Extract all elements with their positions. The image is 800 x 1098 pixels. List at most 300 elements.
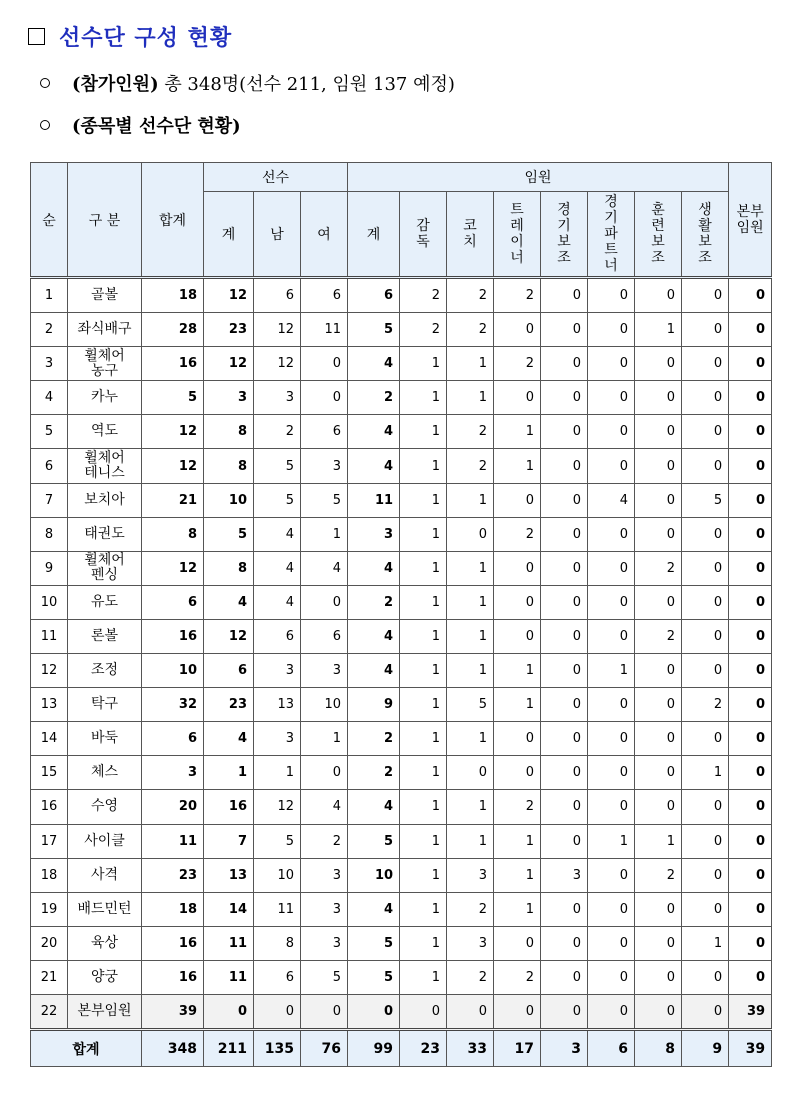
cell-category: 탁구 [68,688,142,722]
cell-category: 유도 [68,585,142,619]
cell-athletes-female: 3 [301,654,348,688]
cell-total: 28 [142,313,204,347]
cell-training-assist: 2 [635,619,682,653]
header-officials-total: 계 [348,192,400,278]
cell-athletes-male: 4 [254,551,301,585]
cell-director: 1 [400,688,447,722]
cell-category: 수영 [68,790,142,824]
table-row [31,381,772,415]
cell-trainer: 1 [494,688,541,722]
cell-category: 배드민턴 [68,892,142,926]
cell-officials-total: 2 [348,381,400,415]
cell-athletes-female: 10 [301,688,348,722]
cell-officials-total: 2 [348,585,400,619]
cell-game-partner: 0 [588,688,635,722]
cell-game-assist: 0 [541,688,588,722]
table-row [31,722,772,756]
cell-director: 1 [400,483,447,517]
cell-training-assist: 2 [635,858,682,892]
cell-total: 32 [142,688,204,722]
cell-life-assist: 2 [682,688,729,722]
cell-officials-total: 5 [348,960,400,994]
total-cell-game-partner: 6 [588,1030,635,1067]
cell-game-partner: 0 [588,994,635,1029]
cell-game-partner: 0 [588,278,635,313]
cell-total: 12 [142,551,204,585]
cell-life-assist: 0 [682,381,729,415]
cell-athletes-female: 0 [301,585,348,619]
table-row [31,449,772,483]
cell-training-assist: 0 [635,790,682,824]
cell-total: 16 [142,619,204,653]
cell-seq: 18 [31,858,68,892]
sport-status-heading [40,110,241,140]
cell-hq-officials: 0 [729,892,772,926]
cell-seq: 12 [31,654,68,688]
cell-officials-total: 4 [348,619,400,653]
checkbox-square-icon [28,28,45,45]
cell-life-assist: 0 [682,415,729,449]
cell-game-assist: 0 [541,381,588,415]
total-cell-officials-total: 99 [348,1030,400,1067]
cell-seq: 20 [31,926,68,960]
cell-training-assist: 0 [635,688,682,722]
cell-training-assist: 0 [635,517,682,551]
cell-trainer: 1 [494,858,541,892]
cell-seq: 13 [31,688,68,722]
cell-trainer: 2 [494,517,541,551]
cell-athletes-total: 10 [204,483,254,517]
cell-athletes-total: 7 [204,824,254,858]
total-cell-athletes-male: 135 [254,1030,301,1067]
cell-coach: 1 [447,824,494,858]
cell-seq: 19 [31,892,68,926]
cell-athletes-total: 16 [204,790,254,824]
cell-athletes-total: 8 [204,551,254,585]
cell-category: 좌식배구 [68,313,142,347]
cell-trainer: 2 [494,790,541,824]
cell-game-partner: 0 [588,381,635,415]
cell-life-assist: 0 [682,449,729,483]
header-game-assist: 경 기 보 조 [541,192,588,278]
cell-athletes-total: 8 [204,415,254,449]
cell-athletes-female: 3 [301,892,348,926]
cell-seq: 5 [31,415,68,449]
cell-director: 2 [400,278,447,313]
table-row [31,756,772,790]
cell-category: 본부임원 [68,994,142,1029]
cell-total: 20 [142,790,204,824]
cell-game-partner: 0 [588,517,635,551]
cell-athletes-female: 3 [301,858,348,892]
cell-athletes-female: 0 [301,756,348,790]
cell-total: 3 [142,756,204,790]
cell-trainer: 0 [494,381,541,415]
cell-game-assist: 0 [541,654,588,688]
participant-summary [40,68,455,98]
cell-coach: 1 [447,483,494,517]
cell-seq: 11 [31,619,68,653]
header-category: 구 분 [68,163,142,278]
cell-total: 18 [142,278,204,313]
cell-athletes-male: 0 [254,994,301,1029]
cell-game-assist: 0 [541,347,588,381]
cell-game-assist: 0 [541,926,588,960]
cell-category: 양궁 [68,960,142,994]
circle-bullet-icon [40,78,50,88]
total-cell-director: 23 [400,1030,447,1067]
cell-game-partner: 0 [588,926,635,960]
section-title [28,18,232,54]
header-training-assist: 훈 련 보 조 [635,192,682,278]
cell-coach: 0 [447,994,494,1029]
header-athletes: 선수 [204,163,348,192]
cell-athletes-total: 6 [204,654,254,688]
total-cell-game-assist: 3 [541,1030,588,1067]
cell-seq: 22 [31,994,68,1029]
cell-coach: 1 [447,722,494,756]
cell-seq: 10 [31,585,68,619]
cell-category: 골볼 [68,278,142,313]
cell-athletes-total: 12 [204,619,254,653]
cell-life-assist: 0 [682,313,729,347]
cell-athletes-female: 1 [301,517,348,551]
cell-game-partner: 0 [588,756,635,790]
cell-officials-total: 9 [348,688,400,722]
cell-hq-officials: 0 [729,551,772,585]
cell-director: 1 [400,756,447,790]
cell-total: 16 [142,926,204,960]
cell-athletes-female: 1 [301,722,348,756]
cell-officials-total: 4 [348,892,400,926]
cell-athletes-female: 6 [301,415,348,449]
cell-category: 휠체어 펜싱 [68,551,142,585]
cell-officials-total: 4 [348,415,400,449]
cell-athletes-male: 5 [254,449,301,483]
cell-hq-officials: 0 [729,585,772,619]
cell-seq: 1 [31,278,68,313]
cell-athletes-male: 12 [254,790,301,824]
header-officials: 임원 [348,163,729,192]
cell-athletes-male: 4 [254,517,301,551]
cell-trainer: 0 [494,756,541,790]
cell-officials-total: 2 [348,722,400,756]
cell-life-assist: 0 [682,551,729,585]
cell-hq-officials: 0 [729,347,772,381]
header-athletes-total: 계 [204,192,254,278]
table-row [31,551,772,585]
cell-coach: 1 [447,551,494,585]
cell-training-assist: 0 [635,483,682,517]
cell-training-assist: 0 [635,926,682,960]
cell-training-assist: 0 [635,278,682,313]
cell-category: 태권도 [68,517,142,551]
cell-athletes-female: 3 [301,449,348,483]
cell-athletes-male: 2 [254,415,301,449]
cell-director: 1 [400,858,447,892]
participant-label: (참가인원) [72,74,159,95]
cell-trainer: 0 [494,619,541,653]
cell-officials-total: 5 [348,824,400,858]
cell-life-assist: 0 [682,892,729,926]
cell-total: 23 [142,858,204,892]
table-row [31,415,772,449]
cell-hq-officials: 0 [729,756,772,790]
total-cell-athletes-total: 211 [204,1030,254,1067]
cell-training-assist: 0 [635,722,682,756]
cell-total: 12 [142,415,204,449]
cell-officials-total: 4 [348,654,400,688]
cell-trainer: 1 [494,449,541,483]
cell-director: 1 [400,960,447,994]
cell-coach: 3 [447,858,494,892]
cell-officials-total: 4 [348,347,400,381]
cell-trainer: 0 [494,722,541,756]
header-athletes-female: 여 [301,192,348,278]
cell-coach: 1 [447,654,494,688]
circle-bullet-icon [40,120,50,130]
cell-game-assist: 0 [541,790,588,824]
cell-life-assist: 0 [682,619,729,653]
cell-trainer: 0 [494,585,541,619]
cell-director: 1 [400,585,447,619]
cell-life-assist: 0 [682,585,729,619]
cell-game-partner: 0 [588,449,635,483]
cell-athletes-female: 5 [301,483,348,517]
cell-athletes-total: 4 [204,722,254,756]
cell-training-assist: 1 [635,313,682,347]
table-row [31,483,772,517]
cell-game-partner: 1 [588,654,635,688]
table-row [31,688,772,722]
cell-athletes-male: 3 [254,722,301,756]
cell-trainer: 2 [494,347,541,381]
cell-category: 체스 [68,756,142,790]
cell-hq-officials: 0 [729,313,772,347]
cell-hq-officials: 0 [729,858,772,892]
cell-seq: 4 [31,381,68,415]
cell-game-partner: 0 [588,790,635,824]
cell-game-assist: 0 [541,517,588,551]
table-row [31,790,772,824]
cell-hq-officials: 0 [729,688,772,722]
cell-game-partner: 1 [588,824,635,858]
cell-hq-officials: 0 [729,517,772,551]
cell-game-partner: 0 [588,858,635,892]
cell-trainer: 0 [494,483,541,517]
cell-athletes-total: 23 [204,313,254,347]
total-cell-life-assist: 9 [682,1030,729,1067]
cell-life-assist: 1 [682,756,729,790]
cell-training-assist: 0 [635,960,682,994]
cell-athletes-male: 12 [254,347,301,381]
cell-athletes-female: 4 [301,790,348,824]
total-cell-training-assist: 8 [635,1030,682,1067]
cell-officials-total: 6 [348,278,400,313]
sport-status-label: (종목별 선수단 현황) [72,116,241,137]
cell-athletes-total: 13 [204,858,254,892]
cell-game-assist: 0 [541,960,588,994]
cell-total: 6 [142,585,204,619]
cell-officials-total: 0 [348,994,400,1029]
cell-hq-officials: 0 [729,722,772,756]
cell-game-assist: 0 [541,415,588,449]
cell-life-assist: 0 [682,858,729,892]
cell-officials-total: 5 [348,313,400,347]
cell-hq-officials: 0 [729,449,772,483]
cell-coach: 0 [447,756,494,790]
cell-coach: 2 [447,960,494,994]
cell-athletes-total: 5 [204,517,254,551]
cell-trainer: 0 [494,551,541,585]
cell-coach: 1 [447,347,494,381]
cell-seq: 15 [31,756,68,790]
cell-athletes-male: 5 [254,483,301,517]
cell-life-assist: 0 [682,790,729,824]
cell-category: 바둑 [68,722,142,756]
cell-officials-total: 4 [348,449,400,483]
cell-officials-total: 2 [348,756,400,790]
header-game-partner: 경 기 파 트 너 [588,192,635,278]
cell-trainer: 1 [494,892,541,926]
cell-life-assist: 0 [682,517,729,551]
header-seq: 순 [31,163,68,278]
cell-game-partner: 0 [588,585,635,619]
cell-seq: 8 [31,517,68,551]
total-cell-trainer: 17 [494,1030,541,1067]
cell-life-assist: 5 [682,483,729,517]
cell-athletes-male: 6 [254,960,301,994]
total-cell-coach: 33 [447,1030,494,1067]
cell-athletes-male: 11 [254,892,301,926]
cell-athletes-total: 14 [204,892,254,926]
table-row [31,994,772,1029]
cell-life-assist: 1 [682,926,729,960]
cell-athletes-male: 6 [254,619,301,653]
cell-game-assist: 3 [541,858,588,892]
cell-trainer: 1 [494,824,541,858]
cell-director: 1 [400,824,447,858]
cell-life-assist: 0 [682,278,729,313]
cell-seq: 2 [31,313,68,347]
cell-athletes-male: 12 [254,313,301,347]
table-row [31,824,772,858]
cell-hq-officials: 0 [729,960,772,994]
cell-seq: 17 [31,824,68,858]
cell-athletes-male: 10 [254,858,301,892]
cell-trainer: 0 [494,313,541,347]
cell-athletes-female: 11 [301,313,348,347]
cell-seq: 9 [31,551,68,585]
header-trainer: 트 레 이 너 [494,192,541,278]
cell-game-assist: 0 [541,313,588,347]
cell-seq: 21 [31,960,68,994]
cell-hq-officials: 0 [729,654,772,688]
cell-coach: 2 [447,278,494,313]
cell-training-assist: 0 [635,381,682,415]
cell-category: 사이클 [68,824,142,858]
cell-coach: 5 [447,688,494,722]
cell-athletes-female: 3 [301,926,348,960]
participant-text: 총 348명(선수 211, 임원 137 예정) [158,74,455,95]
cell-athletes-male: 3 [254,654,301,688]
cell-trainer: 2 [494,960,541,994]
total-cell-athletes-female: 76 [301,1030,348,1067]
cell-training-assist: 2 [635,551,682,585]
cell-hq-officials: 39 [729,994,772,1029]
cell-game-assist: 0 [541,449,588,483]
header-athletes-male: 남 [254,192,301,278]
cell-athletes-male: 1 [254,756,301,790]
cell-athletes-male: 8 [254,926,301,960]
table-row [31,858,772,892]
table-row [31,926,772,960]
cell-seq: 6 [31,449,68,483]
cell-game-assist: 0 [541,994,588,1029]
section-title-text: 선수단 구성 현황 [59,25,233,51]
cell-coach: 1 [447,790,494,824]
cell-game-partner: 0 [588,960,635,994]
table-row [31,654,772,688]
cell-officials-total: 3 [348,517,400,551]
cell-game-partner: 0 [588,347,635,381]
header-director: 감 독 [400,192,447,278]
cell-coach: 2 [447,415,494,449]
cell-game-assist: 0 [541,722,588,756]
cell-director: 1 [400,551,447,585]
cell-director: 1 [400,449,447,483]
cell-athletes-female: 0 [301,381,348,415]
cell-athletes-total: 8 [204,449,254,483]
cell-category: 보치아 [68,483,142,517]
cell-game-assist: 0 [541,278,588,313]
cell-seq: 16 [31,790,68,824]
cell-life-assist: 0 [682,824,729,858]
cell-director: 1 [400,415,447,449]
cell-athletes-total: 12 [204,347,254,381]
cell-director: 1 [400,790,447,824]
cell-game-partner: 0 [588,551,635,585]
cell-hq-officials: 0 [729,415,772,449]
total-cell-total: 348 [142,1030,204,1067]
cell-category: 휠체어 테니스 [68,449,142,483]
cell-total: 6 [142,722,204,756]
table-row [31,619,772,653]
cell-athletes-total: 11 [204,960,254,994]
cell-officials-total: 4 [348,551,400,585]
cell-seq: 3 [31,347,68,381]
cell-category: 휠체어 농구 [68,347,142,381]
cell-category: 론볼 [68,619,142,653]
cell-officials-total: 10 [348,858,400,892]
cell-hq-officials: 0 [729,824,772,858]
cell-hq-officials: 0 [729,619,772,653]
table-row [31,892,772,926]
cell-trainer: 0 [494,994,541,1029]
cell-athletes-total: 1 [204,756,254,790]
cell-life-assist: 0 [682,347,729,381]
team-composition-table [30,162,772,1067]
cell-total: 16 [142,347,204,381]
cell-category: 역도 [68,415,142,449]
cell-training-assist: 0 [635,585,682,619]
cell-category: 카누 [68,381,142,415]
cell-total: 16 [142,960,204,994]
cell-total: 10 [142,654,204,688]
cell-director: 1 [400,381,447,415]
cell-hq-officials: 0 [729,926,772,960]
cell-coach: 2 [447,449,494,483]
